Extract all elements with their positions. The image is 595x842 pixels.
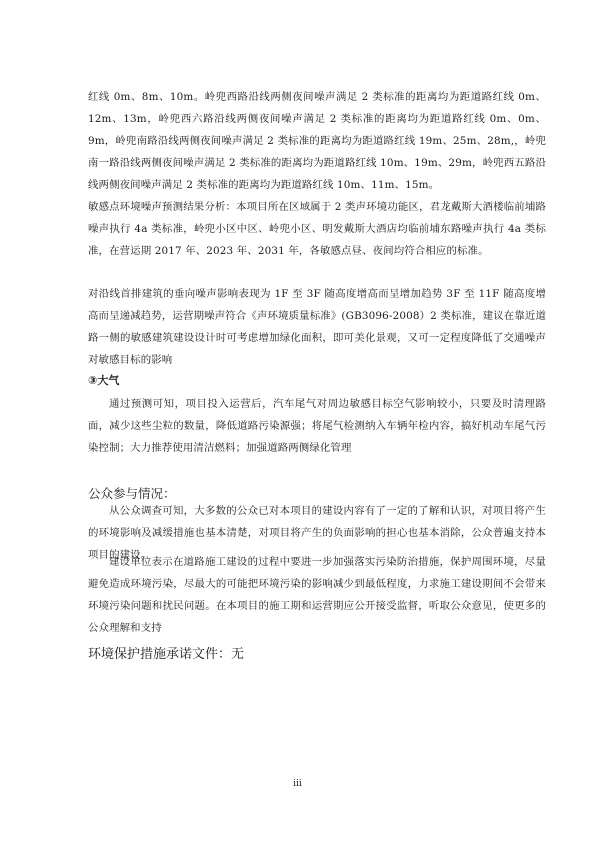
air-paragraph: 通过预测可知，项目投入运营后，汽车尾气对周边敏感目标空气影响较小，只要及时清理路面，减少这些尘粒的数量，降低道路污染源强；将尾气检测纳入车辆年检内容，搞好机动车尾气污染控制；大力推荐使用清洁燃料；加强道路两侧绿化管理 [88,398,546,454]
public-paragraph-2: 建设单位表示在道路施工建设的过程中要进一步加强落实污染防治措施，保护周围环境，尽量避免造成环境污染，尽最大的可能把环境污染的影响减少到最低程度，力求施工建设期间不会带来环境污染问题和扰民问题。在本项目的施工期和运营期应公开接受监督，听取公众意见，使更多的公众理解和支持 [88,556,546,634]
noise-distance-section [88,86,546,196]
sensitive-points-section [88,196,546,262]
air-body [88,393,546,459]
sensitive-points-paragraph: 敏感点环境噪声预测结果分析：本项目所在区域属于 2 类声环境功能区，君龙戴斯大酒楼临前埔路噪声执行 4a 类标准，岭兜小区中区、岭兜小区、明发戴斯大酒店均临前埔东路噪声执行 4a 类标准，在营运期 2017 年、2023 年、2031 年，各敏感点昼、夜间均符合相应的标准。 [88,201,546,257]
page-number: iii [293,779,302,789]
public-section-2 [88,551,546,639]
noise-distance-paragraph: 红线 0m、8m、10m。岭兜西路沿线两侧夜间噪声满足 2 类标准的距离均为距道路红线 0m、12m、13m，岭兜西六路沿线两侧夜间噪声满足 2 类标准的距离均为距道路红线 0m、0m、9m，岭兜南路沿线两侧夜间噪声满足 2 类标准的距离均为距道路红线 19m、25m、28m,，岭兜南一路沿线两侧夜间噪声满足 2 类标准的距离均为距道路红线 10m、19m、29m，岭兜西五路沿线两侧夜间噪声满足 2 类标准的距离均为距道路红线 10m、11m、15m。 [88,91,546,191]
commitment-section [88,644,546,666]
air-section [88,371,546,391]
public-paragraph-1: 从公众调查可知，大多数的公众已对本项目的建设内容有了一定的了解和认识，对项目将产生的环境影响及减缓措施也基本清楚，对项目将产生的负面影响的担心也基本消除，公众普遍支持本项目的建设。 [88,505,546,561]
air-heading: ③大气 [88,374,120,387]
commitment-heading: 环境保护措施承诺文件：无 [88,647,245,662]
vertical-impact-paragraph: 对沿线首排建筑的垂向噪声影响表现为 1F 至 3F 随高度增高而呈增加趋势 3F 至 11F 随高度增高而呈递减趋势，运营期噪声符合《声环境质量标准》(GB3096-2008）2 类标准，建议在靠近道路一侧的敏感建筑建设设计时可考虑增加绿化面积，即可美化景观，又可一定程度降低了交通噪声对敏感目标的影响 [88,288,546,366]
public-heading: 公众参与情况： [88,486,176,501]
vertical-impact-section [88,283,546,371]
